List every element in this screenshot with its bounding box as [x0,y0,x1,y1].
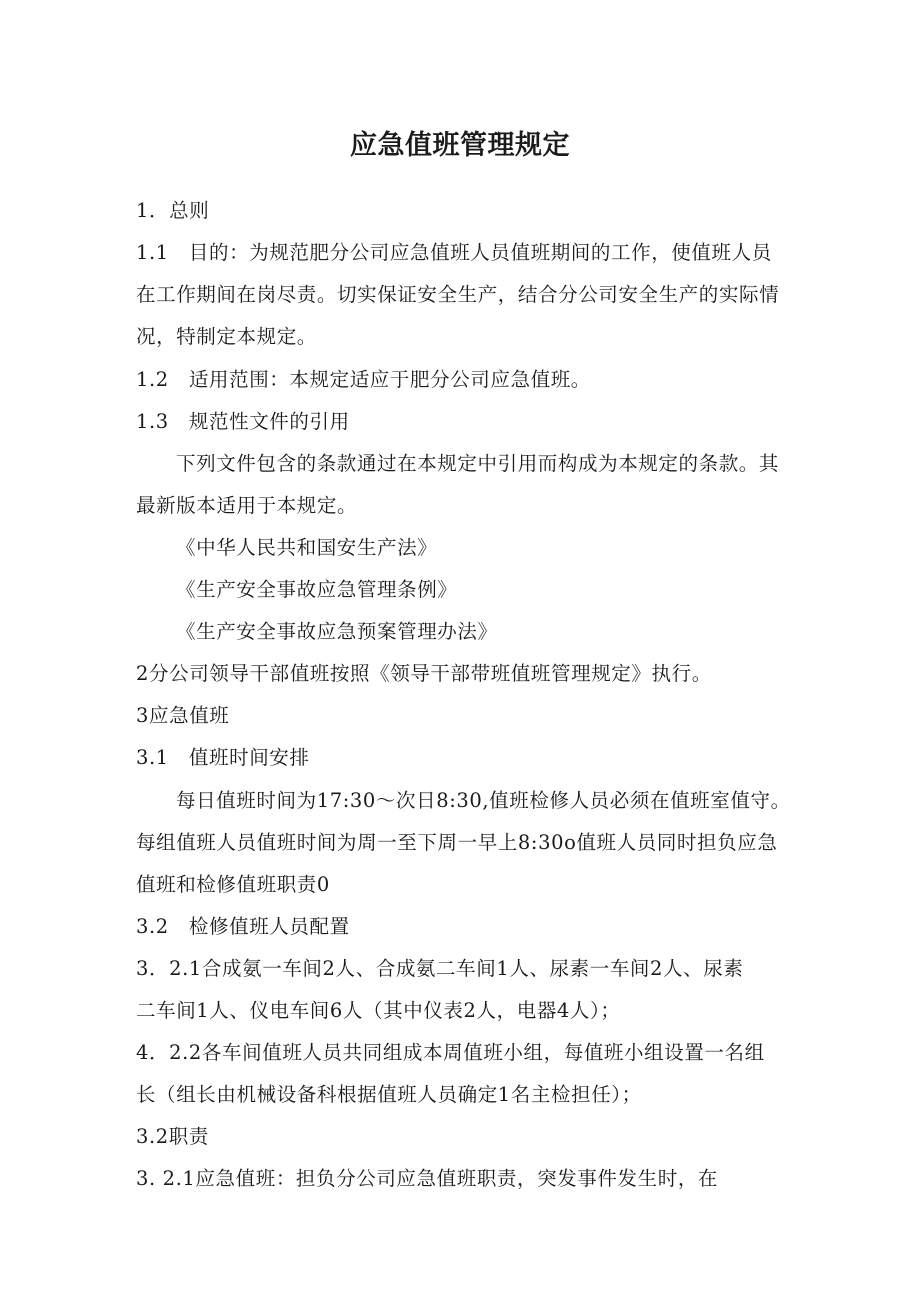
paragraph-line: 每组值班人员值班时间为周一至下周一早上8:30o值班人员同时担负应急 [136,831,778,854]
paragraph-line: 3.2职责 [136,1125,210,1148]
paragraph-line: 下列文件包含的条款通过在本规定中引用而构成为本规定的条款。其 [176,452,780,475]
paragraph-line: 3.2 检修值班人员配置 [136,915,350,938]
paragraph-line: 1.3 规范性文件的引用 [136,410,350,433]
section-3-heading: 3应急值班 [136,704,230,727]
section-1-heading: 1．总则 [136,199,210,222]
reference-item: 《中华人民共和国安生产法》 [176,536,438,559]
paragraph-line: 3．2.1合成氨一车间2人、合成氨二车间1人、尿素一车间2人、尿素 [136,957,744,980]
reference-item: 《生产安全事故应急预案管理办法》 [176,620,498,643]
paragraph-line: 二车间1人、仪电车间6人（其中仪表2人，电器4人）； [136,999,621,1022]
paragraph-line: 1.1 目的：为规范肥分公司应急值班人员值班期间的工作，使值班人员 [136,241,772,264]
paragraph-line: 每日值班时间为17:30～次日8:30,值班检修人员必须在值班室值守。 [176,789,791,812]
paragraph-line: 长（组长由机械设备科根据值班人员确定1名主检担任）； [136,1083,642,1106]
paragraph-line: 3.1 值班时间安排 [136,746,310,769]
paragraph-line: 2分公司领导干部值班按照《领导干部带班值班管理规定》执行。 [136,662,712,685]
paragraph-line: 值班和检修值班职责0 [136,873,330,896]
page-title: 应急值班管理规定 [350,130,570,161]
paragraph-line: 4．2.2各车间值班人员共同组成本周值班小组，每值班小组设置一名组 [136,1041,765,1064]
reference-item: 《生产安全事故应急管理条例》 [176,578,458,601]
paragraph-line: 3. 2.1应急值班：担负分公司应急值班职责，突发事件发生时，在 [136,1167,719,1190]
paragraph-line: 1.2 适用范围：本规定适应于肥分公司应急值班。 [136,368,591,391]
paragraph-line: 况，特制定本规定。 [136,325,317,348]
paragraph-line: 在工作期间在岗尽责。切实保证安全生产，结合分公司安全生产的实际情 [136,283,780,306]
paragraph-line: 最新版本适用于本规定。 [136,494,358,517]
